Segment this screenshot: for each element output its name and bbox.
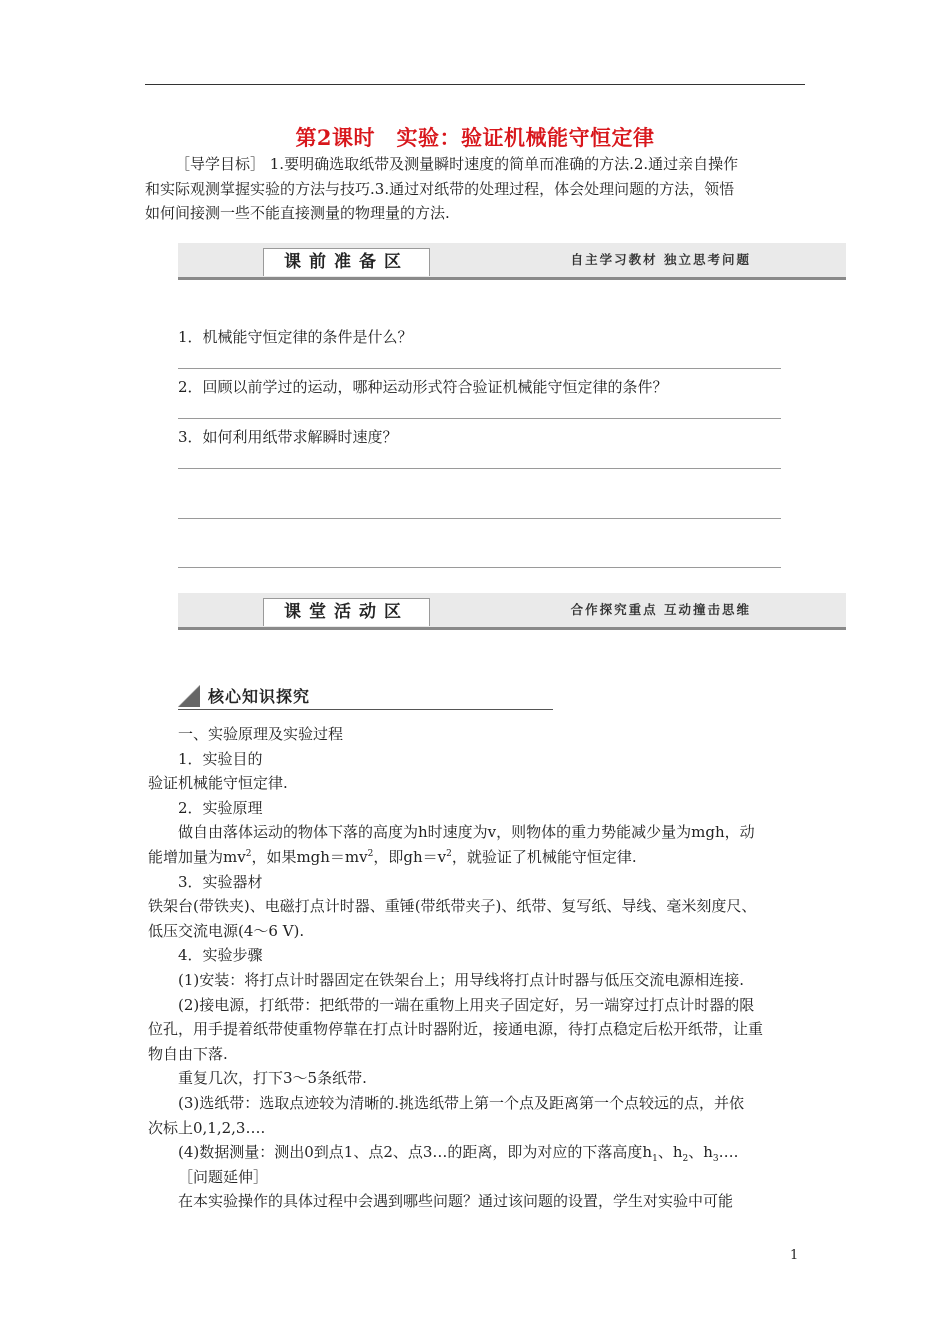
in-class-banner [178, 593, 846, 630]
triangle-marker-icon [178, 685, 200, 707]
superscript: 2 [245, 849, 252, 859]
question-3: 3．如何利用纸带求解瞬时速度？ [178, 428, 398, 446]
pre-class-banner-tab: 课前准备区 [263, 248, 430, 276]
paragraph: (3)选纸带：选取点迹较为清晰的.挑选纸带上第一个点及距离第一个点较远的点，并依 [178, 1094, 745, 1112]
text-run: ，就验证了机械能守恒定律. [451, 848, 637, 866]
paragraph: 位孔，用手提着纸带使重物停靠在打点计时器附近，接通电源，待打点稳定后松开纸带，让重 [148, 1020, 764, 1039]
pre-class-banner [178, 243, 846, 280]
section-heading [178, 683, 553, 710]
header-rule [145, 84, 805, 85]
subheading: 一、实验原理及实验过程 [178, 725, 344, 743]
objectives-line: 和实际观测掌握实验的方法与技巧.3.通过对纸带的处理过程，体会处理问题的方法，领悟 [145, 179, 735, 198]
text-run: 能增加量为mv [148, 848, 246, 866]
subheading: ［问题延伸］ [178, 1167, 269, 1186]
text-run: …. [718, 1143, 739, 1162]
page-number: 1 [790, 1248, 799, 1263]
pre-class-banner-subtitle: 自主学习教材 独立思考问题 [570, 252, 751, 267]
paragraph: 验证机械能守恒定律. [148, 774, 288, 793]
superscript: 2 [367, 849, 374, 859]
text-run: (4)数据测量：测出0到点1、点2、点3…的距离，即为对应的下落高度h [178, 1143, 653, 1162]
section-heading-text: 核心知识探究 [208, 687, 311, 706]
subheading: 2．实验原理 [178, 798, 263, 817]
superscript: 2 [446, 849, 452, 859]
learning-objectives [145, 152, 807, 226]
paragraph: 重复几次，打下3～5条纸带. [178, 1069, 367, 1088]
paragraph [178, 1140, 738, 1165]
paragraph: 低压交流电源(4～6 V). [148, 921, 305, 940]
objectives-line: 如何间接测一些不能直接测量的物理量的方法. [145, 204, 450, 222]
text-run: 、h [688, 1143, 713, 1162]
text-run: ，即gh＝v [373, 848, 447, 866]
paragraph: (2)接电源，打纸带：把纸带的一端在重物上用夹子固定好，另一端穿过打点计时器的限 [178, 995, 755, 1014]
answer-line [178, 468, 781, 469]
in-class-banner-subtitle: 合作探究重点 互动撞击思维 [570, 602, 751, 617]
question-1: 1．机械能守恒定律的条件是什么？ [178, 328, 413, 346]
text-run: 、h [657, 1143, 683, 1162]
subscript: 1 [652, 1154, 658, 1165]
paragraph: 铁架台(带铁夹)、电磁打点计时器、重锤(带纸带夹子)、纸带、复写纸、导线、毫米刻度尺、 [148, 897, 757, 916]
objectives-line: ［导学目标］ 1.要明确选取纸带及测量瞬时速度的简单而准确的方法.2.通过亲自操作 [175, 155, 739, 173]
answer-line [178, 567, 781, 568]
subheading: 3．实验器材 [178, 872, 263, 891]
subscript: 3 [712, 1154, 719, 1165]
paragraph: 物自由下落. [148, 1044, 228, 1063]
lesson-title: 第2课时 实验：验证机械能守恒定律 [295, 125, 655, 150]
paragraph: 次标上0,1,2,3…. [148, 1118, 266, 1137]
answer-line [178, 368, 781, 369]
in-class-banner-tab: 课堂活动区 [263, 598, 430, 626]
subscript: 2 [682, 1154, 689, 1165]
question-2: 2．回顾以前学过的运动，哪种运动形式符合验证机械能守恒定律的条件？ [178, 378, 668, 396]
subheading: 4．实验步骤 [178, 946, 263, 965]
subheading: 1．实验目的 [178, 749, 263, 768]
answer-line [178, 418, 781, 419]
paragraph: (1)安装：将打点计时器固定在铁架台上；用导线将打点计时器与低压交流电源相连接. [178, 971, 745, 989]
paragraph [148, 845, 637, 870]
paragraph: 做自由落体运动的物体下落的高度为h时速度为v，则物体的重力势能减少量为mgh，动 [178, 823, 755, 842]
paragraph: 在本实验操作的具体过程中会遇到哪些问题？通过该问题的设置，学生对实验中可能 [178, 1192, 734, 1211]
answer-line [178, 518, 781, 519]
text-run: ，如果mgh＝mv [251, 848, 368, 866]
